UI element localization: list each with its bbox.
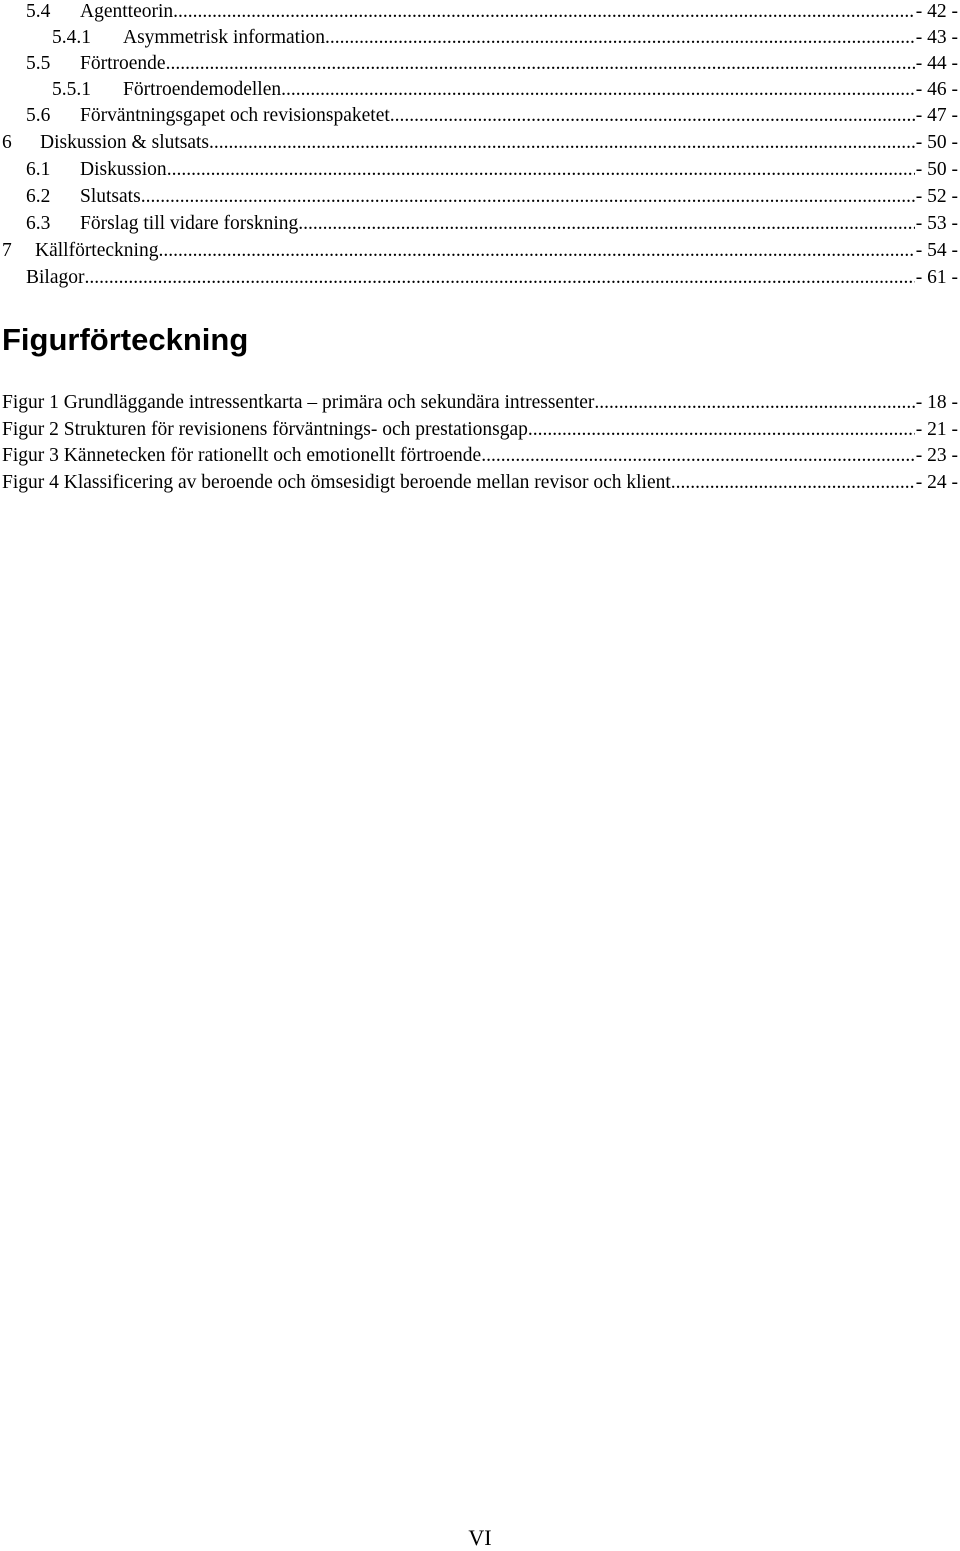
toc-entry-number: 5.5 [26, 53, 51, 74]
toc-entry-title: Förväntningsgapet och revisionspaketet [80, 105, 390, 126]
toc-leader-dots [173, 0, 915, 25]
toc-entry-number: 6.2 [26, 186, 51, 207]
toc-entry-page: - 46 - [915, 79, 958, 100]
toc-entry-page: - 47 - [915, 105, 958, 126]
toc-leader-dots [325, 24, 915, 51]
figure-entry[interactable] [2, 416, 958, 443]
figures-heading: Figurförteckning [2, 322, 249, 357]
figure-entry-page: - 24 - [915, 472, 958, 493]
toc-entry-page: - 43 - [915, 27, 958, 48]
toc-entry-title: Agentteorin [80, 1, 174, 22]
toc-leader-dots [167, 156, 915, 183]
toc-entry[interactable] [2, 129, 958, 156]
toc-entry-title: Förtroende [80, 53, 166, 74]
toc-entry-number: 6 [2, 132, 12, 153]
figure-entry-page: - 18 - [915, 392, 958, 413]
toc-entry-number: 5.6 [26, 105, 51, 126]
toc-entry-title: Källförteckning [35, 240, 159, 261]
toc-entry-number: 5.4.1 [52, 27, 91, 48]
toc-entry-page: - 42 - [915, 1, 958, 22]
toc-leader-dots [85, 264, 915, 291]
toc-entry-number: 6.1 [26, 159, 51, 180]
toc-leader-dots [281, 76, 915, 103]
figure-entry[interactable] [2, 469, 958, 496]
figure-leader-dots [481, 442, 915, 469]
figure-leader-dots [671, 469, 915, 496]
toc-entry[interactable] [2, 237, 958, 264]
figure-entry-page: - 23 - [915, 445, 958, 466]
page-number: VI [468, 1525, 492, 1550]
toc-entry-number: 7 [2, 240, 12, 261]
toc-entry-page: - 50 - [915, 159, 958, 180]
toc-entry-number: 6.3 [26, 213, 51, 234]
figure-leader-dots [528, 416, 915, 443]
toc-entry-number: 5.5.1 [52, 79, 91, 100]
toc-leader-dots [390, 102, 915, 129]
figure-entry-title: Figur 4 Klassificering av beroende och ömsesidigt beroende mellan revisor och klient [2, 472, 671, 493]
toc-entry-page: - 52 - [915, 186, 958, 207]
figure-entry-title: Figur 2 Strukturen för revisionens förväntnings- och prestationsgap [2, 419, 528, 440]
toc-leader-dots [298, 210, 914, 237]
toc-entry-page: - 54 - [915, 240, 958, 261]
toc-entry[interactable] [26, 264, 958, 291]
toc-entry[interactable] [52, 76, 958, 103]
toc-entry-title: Diskussion & slutsats [40, 132, 210, 153]
figure-entry[interactable] [2, 389, 958, 416]
figure-leader-dots [594, 389, 914, 416]
toc-entry-page: - 50 - [915, 132, 958, 153]
figure-entry-title: Figur 3 Kännetecken för rationellt och emotionellt förtroende [2, 445, 482, 466]
toc-leader-dots [158, 237, 914, 264]
toc-entry-page: - 53 - [915, 213, 958, 234]
toc-entry[interactable] [26, 50, 958, 77]
toc-entry-number: 5.4 [26, 1, 51, 22]
toc-leader-dots [166, 50, 915, 77]
toc-entry[interactable] [52, 24, 958, 51]
toc-leader-dots [141, 183, 915, 210]
figure-entry-title: Figur 1 Grundläggande intressentkarta – primära och sekundära intressenter [2, 392, 595, 413]
toc-leader-dots [209, 129, 915, 156]
figure-entry-page: - 21 - [915, 419, 958, 440]
toc-entry-title: Asymmetrisk information [123, 27, 326, 48]
toc-entry[interactable] [26, 183, 958, 210]
figure-entry[interactable] [2, 442, 958, 469]
toc-entry-title: Förslag till vidare forskning [80, 213, 299, 234]
toc-entry-page: - 61 - [915, 267, 958, 288]
toc-entry[interactable] [26, 102, 958, 129]
toc-entry[interactable] [26, 210, 958, 237]
toc-entry-page: - 44 - [915, 53, 958, 74]
toc-entry-title: Slutsats [80, 186, 141, 207]
toc-entry-title: Förtroendemodellen [123, 79, 282, 100]
toc-entry-title: Diskussion [80, 159, 167, 180]
toc-entry[interactable] [26, 156, 958, 183]
toc-entry-title: Bilagor [26, 267, 85, 288]
toc-entry[interactable] [26, 0, 958, 25]
